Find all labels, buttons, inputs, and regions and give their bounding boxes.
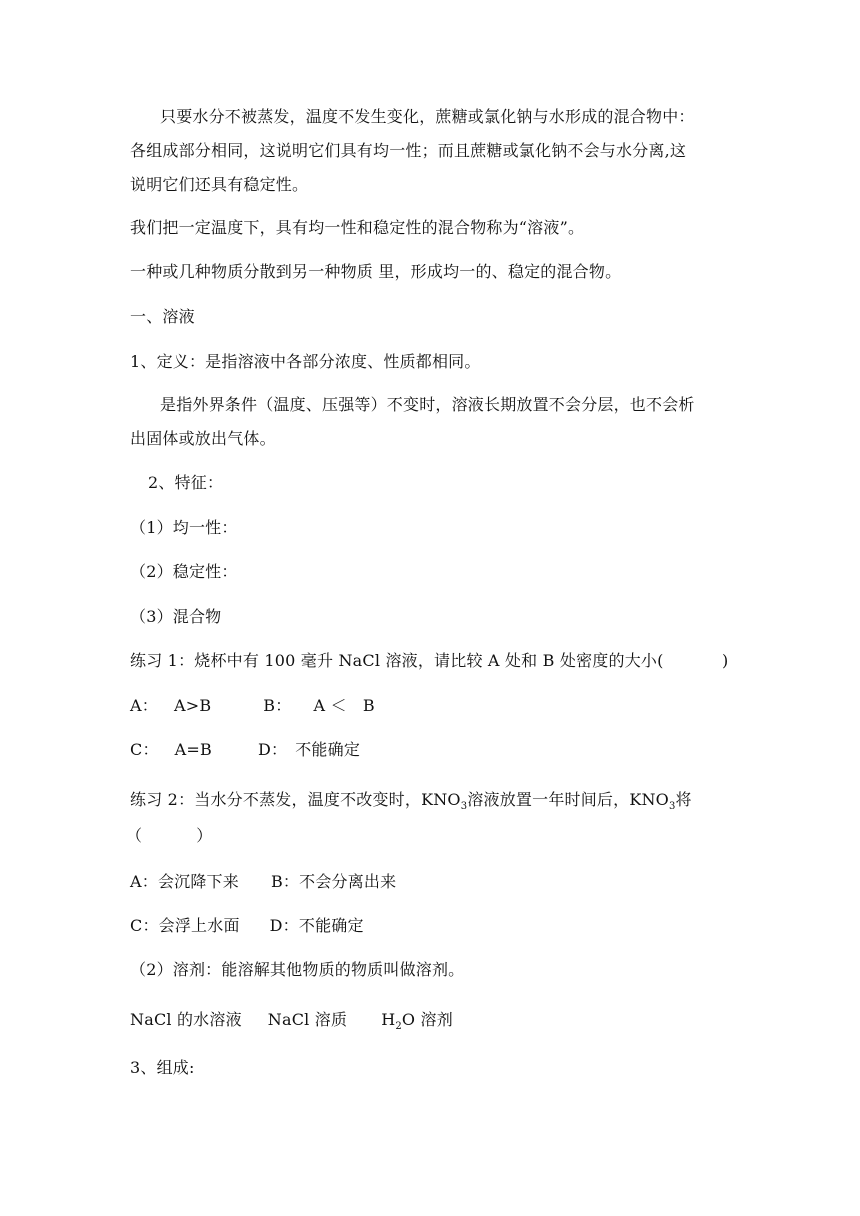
question-text: 练习 2：当水分不蒸发，温度不改变时，KNO — [130, 790, 461, 809]
option-label: C： — [130, 740, 159, 759]
example-line — [130, 1010, 740, 1037]
close-paren: ） — [196, 826, 213, 845]
option-label: D： — [257, 740, 288, 759]
exercise-1-question-text: 练习 1：烧杯中有 100 毫升 NaCl 溶液，请比较 A 处和 B 处密度的大小( — [130, 651, 664, 670]
section-heading: 一、溶液 — [130, 307, 195, 326]
example-text: H — [381, 1010, 396, 1029]
solvent-definition: （2）溶剂：能溶解其他物质的物质叫做溶剂。 — [130, 960, 465, 979]
stability-line: 出固体或放出气体。 — [130, 429, 276, 448]
option-text: B：不会分离出来 — [270, 872, 397, 891]
option-text: A>B — [173, 696, 212, 715]
feature-item: （1）均一性： — [130, 518, 238, 537]
definition-line: 1、定义：是指溶液中各部分浓度、性质都相同。 — [130, 352, 481, 371]
open-paren: （ — [126, 826, 143, 845]
exercise-1-options-ab — [130, 696, 740, 716]
feature-item: （3）混合物 — [130, 607, 222, 626]
example-text: NaCl 的水溶液 — [130, 1010, 242, 1029]
option-text: A：会沉降下来 — [130, 872, 239, 891]
composition-heading: 3、组成: — [130, 1058, 195, 1077]
question-text: 将 — [675, 790, 692, 809]
subscript: 3 — [668, 801, 676, 812]
exercise-1-question — [130, 651, 740, 671]
exercise-2-question — [130, 790, 740, 817]
paragraph-line: 只要水分不被蒸发，温度不发生变化，蔗糖或氯化钠与水形成的混合物中： — [160, 107, 695, 126]
subscript: 2 — [395, 1021, 402, 1032]
option-text: A ＜ B — [313, 696, 375, 715]
exercise-1-close-paren: ) — [722, 651, 729, 670]
paragraph-line: 说明它们还具有稳定性。 — [130, 175, 309, 194]
subscript: 3 — [460, 801, 468, 812]
option-label: A： — [130, 696, 158, 715]
question-text: 溶液放置一年时间后，KNO — [467, 790, 669, 809]
exercise-1-options-cd — [130, 740, 740, 760]
paragraph-line: 各组成部分相同，这说明它们具有均一性；而且蔗糖或氯化钠不会与水分离,这 — [130, 141, 687, 160]
option-text: D：不能确定 — [269, 916, 364, 935]
solution-definition-paragraph: 我们把一定温度下，具有均一性和稳定性的混合物称为“溶液”。 — [130, 218, 585, 237]
exercise-2-answer-blank — [126, 826, 736, 846]
example-text: NaCl 溶质 — [267, 1010, 348, 1029]
exercise-2-options-cd — [130, 916, 740, 936]
feature-item: （2）稳定性： — [130, 562, 238, 581]
option-text: 不能确定 — [295, 740, 361, 759]
dispersion-paragraph: 一种或几种物质分散到另一种物质 里，形成均一的、稳定的混合物。 — [130, 262, 622, 281]
example-text: O 溶剂 — [401, 1010, 453, 1029]
features-heading: 2、特征： — [148, 473, 224, 492]
option-text: C：会浮上水面 — [130, 916, 240, 935]
exercise-2-options-ab — [130, 872, 740, 892]
stability-line: 是指外界条件（温度、压强等）不变时，溶液长期放置不会分层，也不会析 — [160, 395, 695, 414]
option-label: B： — [263, 696, 292, 715]
option-text: A=B — [174, 740, 212, 759]
